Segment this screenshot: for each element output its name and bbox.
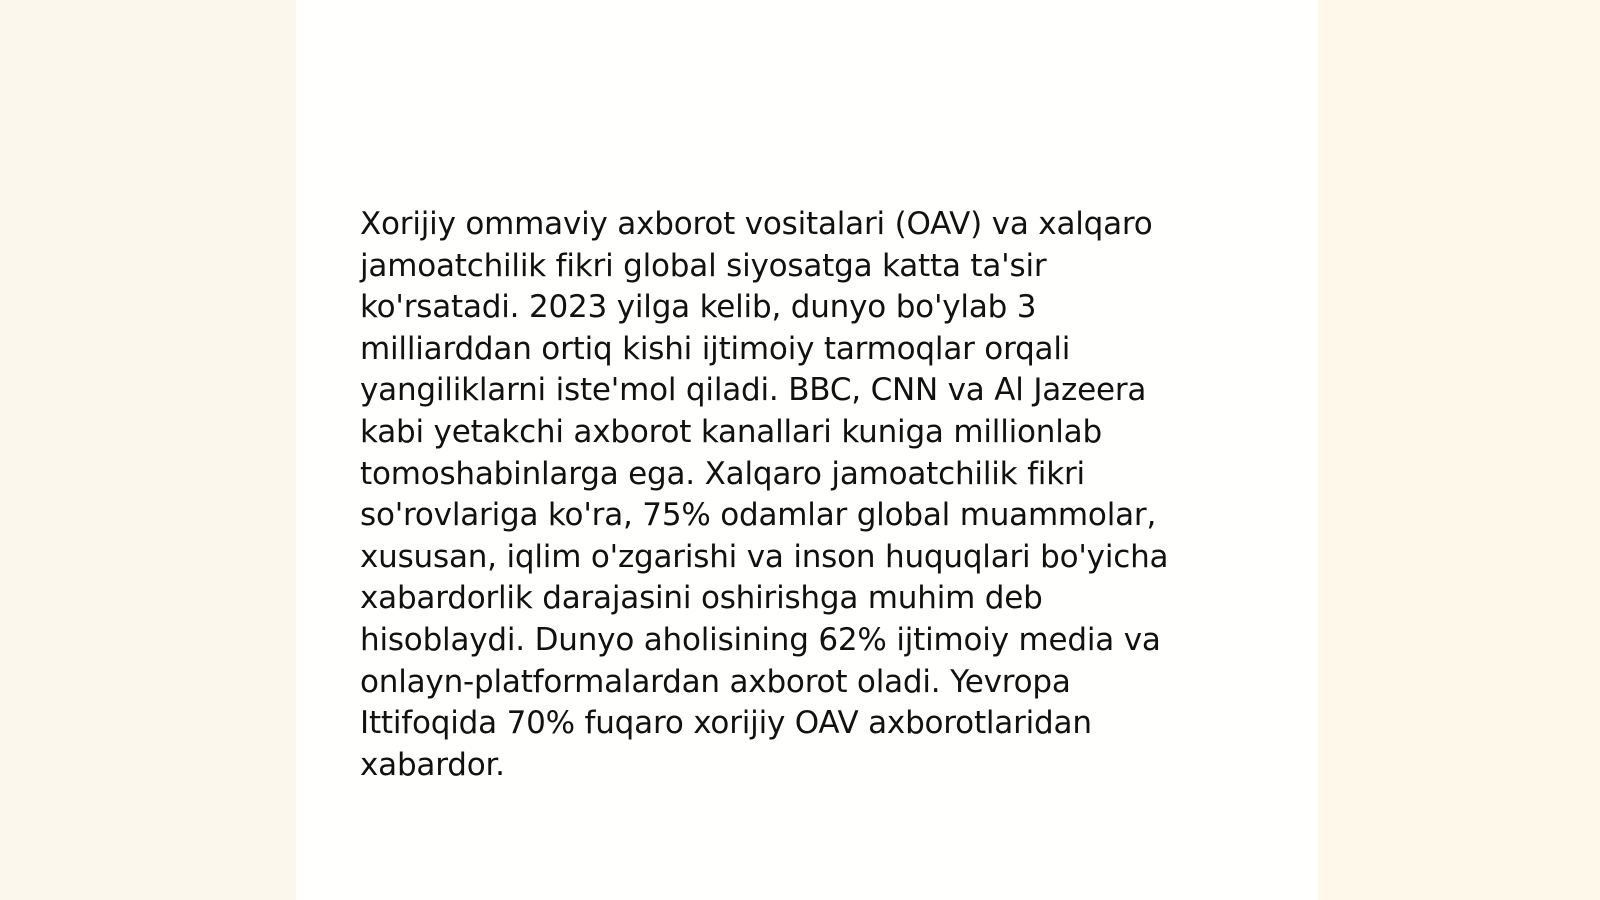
document-page <box>296 0 1318 900</box>
body-paragraph: Xorijiy ommaviy axborot vositalari (OAV) va xalqaro jamoatchilik fikri global siyosatga katta ta'sir ko'rsatadi. 2023 yilga kelib, dunyo bo'ylab 3 milliarddan ortiq kishi ijtimoiy tarmoqlar orqali yangiliklarni iste'mol qiladi. BBC, CNN va Al Jazeera kabi yetakchi axborot kanallari kuniga millionlab tomoshabinlarga ega. Xalqaro jamoatchilik fikri so'rovlariga ko'ra, 75% odamlar global muammolar, xususan, iqlim o'zgarishi va inson huquqlari bo'yicha xabardorlik darajasini oshirishga muhim deb hisoblaydi. Dunyo aholisining 62% ijtimoiy media va onlayn-platformalardan axborot oladi. Yevropa Ittifoqida 70% fuqaro xorijiy OAV axborotlaridan xabardor. <box>360 206 1169 783</box>
right-margin <box>1318 0 1600 900</box>
left-margin <box>0 0 296 900</box>
